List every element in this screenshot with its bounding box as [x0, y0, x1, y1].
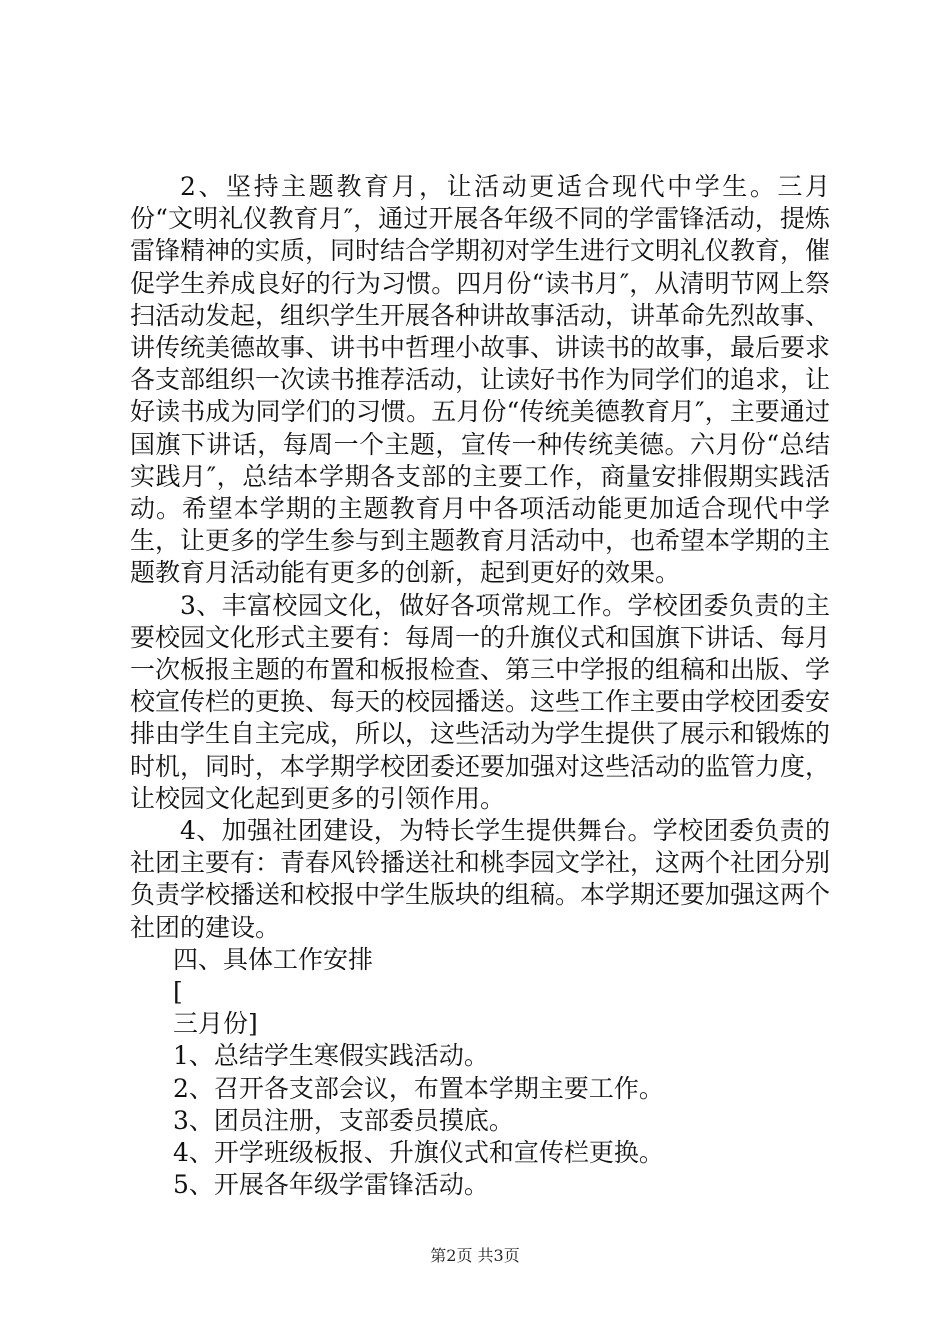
list-item: 2、召开各支部会议，布置本学期主要工作。 — [173, 1073, 664, 1103]
document-body — [130, 171, 830, 1202]
month-label: 三月份] — [173, 1009, 258, 1039]
section-heading: 四、具体工作安排 — [173, 944, 374, 974]
bracket-open: [ — [173, 977, 183, 1007]
list-item: 5、开展各年级学雷锋活动。 — [173, 1170, 489, 1200]
list-item: 4、开学班级板报、升旗仪式和宣传栏更换。 — [173, 1138, 664, 1168]
paragraph-club-building: 4、加强社团建设，为特长学生提供舞台。学校团委负责的社团主要有：青春风铃播送社和桃李园文学社，这两个社团分别负责学校播送和校报中学生版块的组稿。本学期还要加强这两个社团的建设。 — [130, 816, 831, 942]
list-item: 1、总结学生寒假实践活动。 — [173, 1041, 489, 1071]
list-item: 3、团员注册，支部委员摸底。 — [173, 1105, 514, 1135]
paragraph-campus-culture: 3、丰富校园文化，做好各项常规工作。学校团委负责的主要校园文化形式主要有：每周一的升旗仪式和国旗下讲话、每月一次板报主题的布置和板报检查、第三中学报的组稿和出版、学校宣传栏的更换、每天的校园播送。这些工作主要由学校团委安排由学生自主完成，所以，这些活动为学生提供了展示和锻炼的时机，同时，本学期学校团委还要加强对这些活动的监管力度，让校园文化起到更多的引领作用。 — [130, 590, 831, 813]
paragraph-theme-months: 2、坚持主题教育月，让活动更适合现代中学生。三月份“文明礼仪教育月″，通过开展各年级不同的学雷锋活动，提炼雷锋精神的实质，同时结合学期初对学生进行文明礼仪教育，催促学生养成良好的行为习惯。四月份“读书月″，从清明节网上祭扫活动发起，组织学生开展各种讲故事活动，讲革命先烈故事、讲传统美德故事、讲书中哲理小故事、讲读书的故事，最后要求各支部组织一次读书推荐活动，让读好书作为同学们的追求，让好读书成为同学们的习惯。五月份“传统美德教育月″，主要通过国旗下讲话，每周一个主题，宣传一种传统美德。六月份“总结实践月″，总结本学期各支部的主要工作，商量安排假期实践活动。希望本学期的主题教育月中各项活动能更加适合现代中学生，让更多的学生参与到主题教育月活动中，也希望本学期的主题教育月活动能有更多的创新，起到更好的效果。 — [130, 172, 831, 588]
page-footer: 第2页 共3页 — [430, 1246, 520, 1265]
